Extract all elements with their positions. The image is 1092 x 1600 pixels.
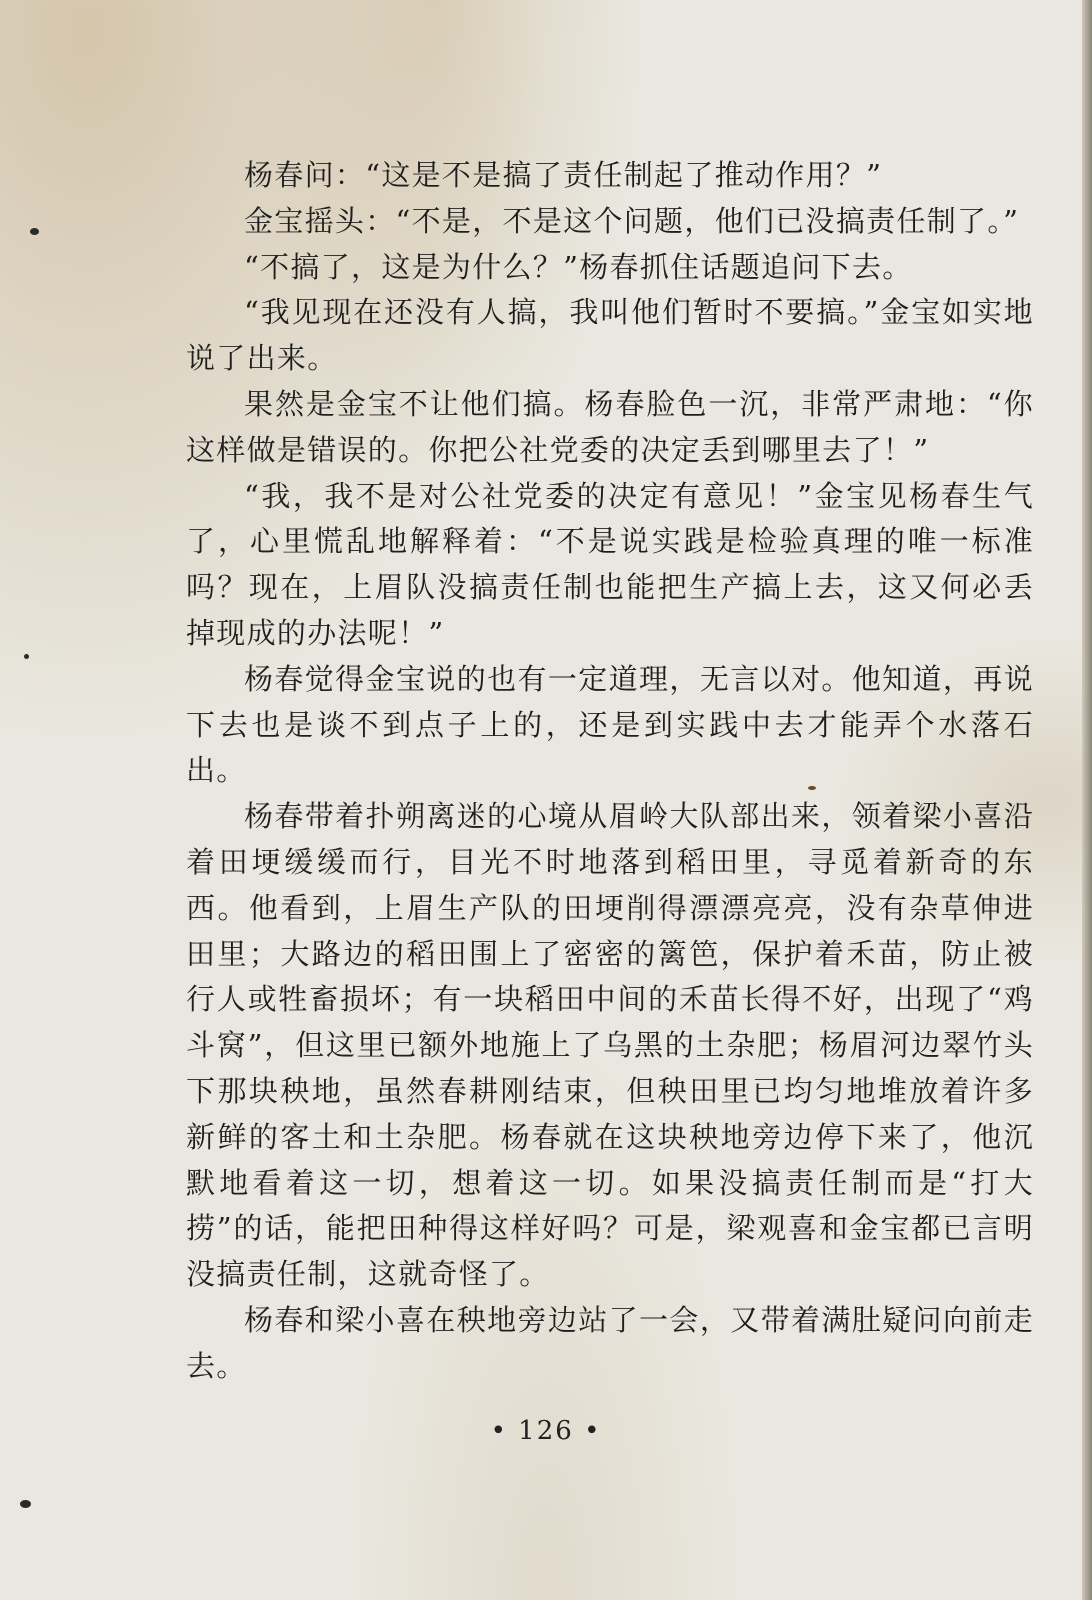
print-speck <box>24 654 29 659</box>
paragraph-9: 杨春和梁小喜在秧地旁边站了一会，又带着满肚疑问向前走去。 <box>186 1302 1034 1383</box>
print-speck <box>20 1500 31 1508</box>
paragraph-8: 杨春带着扑朔离迷的心境从眉岭大队部出来，领着梁小喜沿着田埂缓缓而行，目光不时地落到稻田里，寻觅着新奇的东西。他看到，上眉生产队的田埂削得漂漂亮亮，没有杂草伸进田里；大路边的稻田围上了密密的篱笆，保护着禾苗，防止被行人或牲畜损坏；有一块稻田中间的禾苗长得不好，出现了“鸡斗窝”，但这里已额外地施上了乌黑的土杂肥；杨眉河边翠竹头下那块秧地，虽然春耕刚结束，但秧田里已均匀地堆放着许多新鲜的客土和土杂肥。杨春就在这块秧地旁边停下来了，他沉默地看着这一切，想着这一切。如果没搞责任制而是“打大捞”的话，能把田种得这样好吗？可是，梁观喜和金宝都已言明没搞责任制，这就奇怪了。 <box>186 799 1034 1292</box>
page-edge-shadow <box>1082 0 1092 1600</box>
paragraph-1: 杨春问：“这是不是搞了责任制起了推动作用？” <box>244 158 883 192</box>
paragraph-5: 果然是金宝不让他们搞。杨春脸色一沉，非常严肃地：“你这样做是错误的。你把公社党委的决定丢到哪里去了！” <box>186 386 1034 467</box>
paragraph-2: 金宝摇头：“不是，不是这个问题，他们已没搞责任制了。” <box>244 203 1020 238</box>
paragraph-7: 杨春觉得金宝说的也有一定道理，无言以对。他知道，再说下去也是谈不到点子上的，还是到实践中去才能弄个水落石出。 <box>186 661 1034 788</box>
print-speck <box>30 228 39 235</box>
paragraph-4: “我见现在还没有人搞，我叫他们暂时不要搞。”金宝如实地说了出来。 <box>186 295 1034 376</box>
paragraph-6: “我，我不是对公社党委的决定有意见！”金宝见杨春生气了，心里慌乱地解释着：“不是说实践是检验真理的唯一标准吗？现在，上眉队没搞责任制也能把生产搞上去，这又何必丢掉现成的办法呢！” <box>186 478 1034 650</box>
page-number: • 126 • <box>490 1416 602 1446</box>
body-text <box>186 153 1034 1390</box>
paragraph-3: “不搞了，这是为什么？”杨春抓住话题追问下去。 <box>244 249 913 284</box>
